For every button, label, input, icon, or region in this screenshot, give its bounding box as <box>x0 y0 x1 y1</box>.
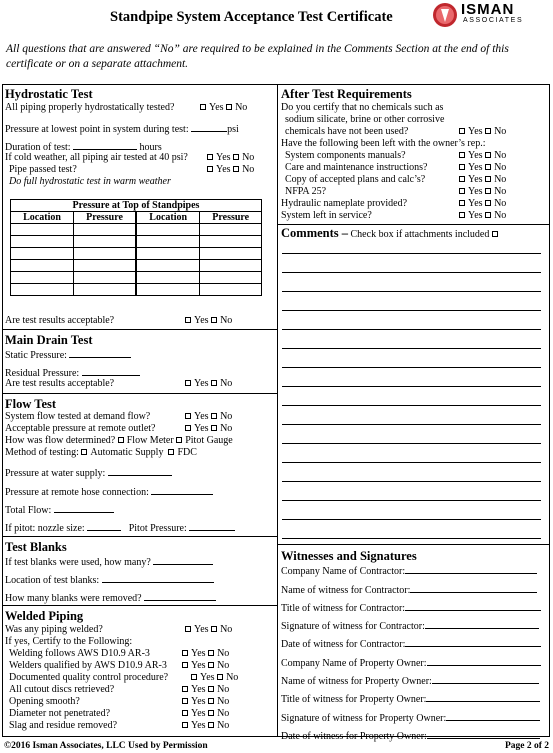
welded-item-options[interactable]: Yes No <box>182 720 229 732</box>
witness-field: Company Name of Contractor: <box>281 564 537 578</box>
attachments-checkbox-icon[interactable] <box>492 231 498 237</box>
section-divider <box>277 544 550 545</box>
hydro-q1-options[interactable]: Yes No <box>200 102 247 114</box>
flow-q1: System flow tested at demand flow? <box>5 411 151 422</box>
nozzle-size-field[interactable] <box>87 521 121 531</box>
comment-line[interactable] <box>282 424 541 425</box>
witness-input[interactable] <box>427 656 541 666</box>
after-q2: Have the following been left with the owner’s rep.: <box>281 138 486 149</box>
flow-q8: If pitot: nozzle size: Pitot Pressure: <box>5 521 235 535</box>
witnesses-heading: Witnesses and Signatures <box>281 549 417 563</box>
logo-name: ISMAN <box>461 1 515 18</box>
checkbox-icon[interactable] <box>191 674 197 680</box>
checkbox-icon[interactable] <box>485 212 491 218</box>
hydro-q3: Duration of test: hours <box>5 142 162 153</box>
blanks-removed-field[interactable] <box>144 591 216 601</box>
welded-q1: Was any piping welded? <box>5 624 103 635</box>
after-q4: System left in service? <box>281 210 372 221</box>
witness-field: Signature of witness for Property Owner: <box>281 711 540 725</box>
checkbox-icon[interactable] <box>200 104 206 110</box>
flow-q1-options[interactable]: Yes No <box>185 411 232 423</box>
comment-line[interactable] <box>282 500 541 501</box>
witness-input[interactable] <box>410 583 537 593</box>
after-item: NFPA 25? <box>285 186 327 197</box>
hydro-acceptable-options[interactable]: Yes No <box>185 315 232 327</box>
blanks-q3: How many blanks were removed? <box>5 591 216 605</box>
after-q1: sodium silicate, brine or other corrosive <box>285 114 445 125</box>
witness-input[interactable] <box>432 674 539 684</box>
witness-input[interactable] <box>427 729 540 739</box>
drain-acceptable-options[interactable]: Yes No <box>185 378 232 390</box>
after-test-heading: After Test Requirements <box>281 87 412 101</box>
checkbox-icon[interactable] <box>208 662 214 668</box>
checkbox-icon[interactable] <box>211 380 217 386</box>
instructions-text: All questions that are answered “No” are required to be explained in the Comments Section at the end of this certificate or on a separate attachment. <box>6 43 509 70</box>
checkbox-icon[interactable] <box>168 449 174 455</box>
comment-line[interactable] <box>282 310 541 311</box>
table-row[interactable] <box>11 224 262 236</box>
checkbox-icon[interactable] <box>217 674 223 680</box>
checkbox-icon[interactable] <box>208 722 214 728</box>
after-q1: chemicals have not been used? <box>285 126 409 137</box>
welded-q2: If yes, Certify to the Following: <box>5 636 133 647</box>
footer-copyright: ©2016 Isman Associates, LLC Used by Permission <box>4 741 208 751</box>
checkbox-icon[interactable] <box>185 317 191 323</box>
comments-header: Comments – Check box if attachments included <box>281 227 501 241</box>
flow-q4: Method of testing: Automatic Supply FDC <box>5 447 197 458</box>
witness-field: Title of witness for Property Owner: <box>281 692 540 706</box>
checkbox-icon[interactable] <box>211 626 217 632</box>
hydrostatic-heading: Hydrostatic Test <box>5 87 93 101</box>
witness-field: Date of witness for Property Owner: <box>281 729 540 743</box>
total-flow-field[interactable] <box>54 503 114 513</box>
checkbox-icon[interactable] <box>208 650 214 656</box>
witness-input[interactable] <box>446 711 540 721</box>
checkbox-icon[interactable] <box>118 437 124 443</box>
table-row[interactable] <box>11 236 262 248</box>
residual-pressure-field[interactable] <box>82 366 140 376</box>
company-logo <box>432 2 550 28</box>
comment-line[interactable] <box>282 367 541 368</box>
checkbox-icon[interactable] <box>485 188 491 194</box>
column-divider <box>277 84 278 737</box>
comment-line[interactable] <box>282 405 541 406</box>
section-divider <box>2 605 278 606</box>
after-item-options[interactable]: Yes No <box>459 186 506 198</box>
witness-field: Signature of witness for Contractor: <box>281 619 539 633</box>
main-drain-heading: Main Drain Test <box>5 333 93 347</box>
pressure-table <box>10 199 262 296</box>
welded-item-options[interactable]: Yes No <box>182 648 229 660</box>
welded-item: Diameter not penetrated? <box>9 708 111 719</box>
checkbox-icon[interactable] <box>459 188 465 194</box>
hydro-q2: Pressure at lowest point in system during test: psi <box>5 124 239 135</box>
checkbox-icon[interactable] <box>207 166 213 172</box>
after-item: System components manuals? <box>285 150 406 161</box>
static-pressure-field[interactable] <box>69 348 131 358</box>
after-q4-options[interactable]: Yes No <box>459 210 506 222</box>
checkbox-icon[interactable] <box>233 154 239 160</box>
blanks-q2: Location of test blanks: <box>5 573 214 587</box>
table-row[interactable] <box>11 272 262 284</box>
blanks-count-field[interactable] <box>153 555 213 565</box>
pitot-pressure-field[interactable] <box>189 521 235 531</box>
welded-item-options[interactable]: Yes No <box>191 672 238 684</box>
checkbox-icon[interactable] <box>211 425 217 431</box>
flow-q3: How was flow determined? Flow Meter Pitot Gauge <box>5 435 233 446</box>
hydro-q1: All piping properly hydrostatically tested? <box>5 102 175 113</box>
blanks-q1: If test blanks were used, how many? <box>5 555 213 569</box>
hydro-note: Do full hydrostatic test in warm weather <box>9 176 171 187</box>
checkbox-icon[interactable] <box>208 698 214 704</box>
checkbox-icon[interactable] <box>182 698 188 704</box>
table-header: Location <box>11 212 74 224</box>
witness-input[interactable] <box>405 637 541 647</box>
witness-input[interactable] <box>426 692 540 702</box>
welded-piping-heading: Welded Piping <box>5 609 84 623</box>
comment-line[interactable] <box>282 481 541 482</box>
checkbox-icon[interactable] <box>81 449 87 455</box>
welded-item: All cutout discs retrieved? <box>9 684 115 695</box>
logo-subtitle: ASSOCIATES <box>463 17 524 24</box>
footer-page-number: Page 2 of 2 <box>504 741 549 751</box>
witness-field: Name of witness for Contractor: <box>281 583 537 597</box>
comment-line[interactable] <box>282 443 541 444</box>
comment-line[interactable] <box>282 348 541 349</box>
comment-line[interactable] <box>282 253 541 254</box>
checkbox-icon[interactable] <box>182 710 188 716</box>
table-row[interactable] <box>11 284 262 296</box>
comment-line[interactable] <box>282 538 541 539</box>
welded-item: Welders qualified by AWS D10.9 AR-3 <box>9 660 167 671</box>
checkbox-icon[interactable] <box>185 413 191 419</box>
comment-line[interactable] <box>282 272 541 273</box>
witness-field: Title of witness for Contractor: <box>281 601 541 615</box>
welded-item: Opening smooth? <box>9 696 80 707</box>
after-q3: Hydraulic nameplate provided? <box>281 198 408 209</box>
checkbox-icon[interactable] <box>459 176 465 182</box>
after-item-options[interactable]: Yes No <box>459 150 506 162</box>
after-q3-options[interactable]: Yes No <box>459 198 506 210</box>
hydro-q5: Pipe passed test? <box>9 164 77 175</box>
comment-line[interactable] <box>282 386 541 387</box>
duration-field[interactable] <box>73 140 137 150</box>
after-q1-options[interactable]: Yes No <box>459 126 506 138</box>
flow-q6: Pressure at remote hose connection: <box>5 485 213 499</box>
section-divider <box>277 224 550 225</box>
after-item: Care and maintenance instructions? <box>285 162 428 173</box>
after-item-options[interactable]: Yes No <box>459 162 506 174</box>
checkbox-icon[interactable] <box>208 710 214 716</box>
checkbox-icon[interactable] <box>185 380 191 386</box>
after-item-options[interactable]: Yes No <box>459 174 506 186</box>
table-header: Location <box>136 212 200 224</box>
checkbox-icon[interactable] <box>485 164 491 170</box>
welded-item: Documented quality control procedure? <box>9 672 169 683</box>
checkbox-icon[interactable] <box>485 152 491 158</box>
checkbox-icon[interactable] <box>207 154 213 160</box>
welded-item-options[interactable]: Yes No <box>182 708 229 720</box>
flow-test-heading: Flow Test <box>5 397 57 411</box>
table-header: Pressure <box>200 212 262 224</box>
flow-q5: Pressure at water supply: <box>5 466 172 480</box>
checkbox-icon[interactable] <box>459 200 465 206</box>
pressure-field[interactable] <box>191 122 227 132</box>
after-item: Copy of accepted plans and calc’s? <box>285 174 426 185</box>
checkbox-icon[interactable] <box>459 164 465 170</box>
flow-q2: Acceptable pressure at remote outlet? <box>5 423 156 434</box>
comment-line[interactable] <box>282 519 541 520</box>
witness-field: Date of witness for Contractor: <box>281 637 541 651</box>
checkbox-icon[interactable] <box>485 176 491 182</box>
checkbox-icon[interactable] <box>208 686 214 692</box>
checkbox-icon[interactable] <box>485 128 491 134</box>
table-row[interactable] <box>11 260 262 272</box>
welded-item-options[interactable]: Yes No <box>182 684 229 696</box>
section-divider <box>2 393 278 394</box>
checkbox-icon[interactable] <box>182 662 188 668</box>
test-blanks-heading: Test Blanks <box>5 540 67 554</box>
residual-pressure: Residual Pressure: <box>5 366 140 380</box>
checkbox-icon[interactable] <box>185 626 191 632</box>
witness-field: Company Name of Property Owner: <box>281 656 541 670</box>
remote-hose-field[interactable] <box>151 485 213 495</box>
table-row[interactable] <box>11 248 262 260</box>
welded-item-options[interactable]: Yes No <box>182 660 229 672</box>
section-divider <box>2 536 278 537</box>
logo-emblem-icon <box>432 2 458 28</box>
welded-item: Slag and residue removed? <box>9 720 118 731</box>
welded-item-options[interactable]: Yes No <box>182 696 229 708</box>
checkbox-icon[interactable] <box>211 413 217 419</box>
hydro-acceptable: Are test results acceptable? <box>5 315 115 326</box>
comment-line[interactable] <box>282 329 541 330</box>
checkbox-icon[interactable] <box>459 212 465 218</box>
water-supply-field[interactable] <box>108 466 172 476</box>
blanks-location-field[interactable] <box>102 573 214 583</box>
checkbox-icon[interactable] <box>233 166 239 172</box>
checkbox-icon[interactable] <box>485 200 491 206</box>
checkbox-icon[interactable] <box>459 128 465 134</box>
checkbox-icon[interactable] <box>211 317 217 323</box>
table-header: Pressure <box>74 212 136 224</box>
comment-line[interactable] <box>282 462 541 463</box>
section-divider <box>2 329 278 330</box>
page-title: Standpipe System Acceptance Test Certificate <box>110 9 393 25</box>
comment-line[interactable] <box>282 291 541 292</box>
witness-input[interactable] <box>405 564 537 574</box>
welded-q1-options[interactable]: Yes No <box>185 624 232 636</box>
witness-input[interactable] <box>405 601 541 611</box>
hydro-q5-options[interactable]: Yes No <box>207 164 254 176</box>
hydro-q4-options[interactable]: Yes No <box>207 152 254 164</box>
checkbox-icon[interactable] <box>182 650 188 656</box>
witness-field: Name of witness for Property Owner: <box>281 674 539 688</box>
drain-acceptable: Are test results acceptable? <box>5 378 115 389</box>
welded-item: Welding follows AWS D10.9 AR-3 <box>9 648 150 659</box>
checkbox-icon[interactable] <box>176 437 182 443</box>
flow-q2-options[interactable]: Yes No <box>185 423 232 435</box>
pressure-table-title: Pressure at Top of Standpipes <box>11 200 262 212</box>
after-q1: Do you certify that no chemicals such as <box>281 102 444 113</box>
flow-q7: Total Flow: <box>5 503 114 517</box>
static-pressure: Static Pressure: <box>5 348 131 362</box>
witness-input[interactable] <box>425 619 539 629</box>
checkbox-icon[interactable] <box>182 686 188 692</box>
checkbox-icon[interactable] <box>459 152 465 158</box>
hydro-q4: If cold weather, all piping air tested at 40 psi? <box>5 152 188 163</box>
checkbox-icon[interactable] <box>185 425 191 431</box>
checkbox-icon[interactable] <box>226 104 232 110</box>
checkbox-icon[interactable] <box>182 722 188 728</box>
